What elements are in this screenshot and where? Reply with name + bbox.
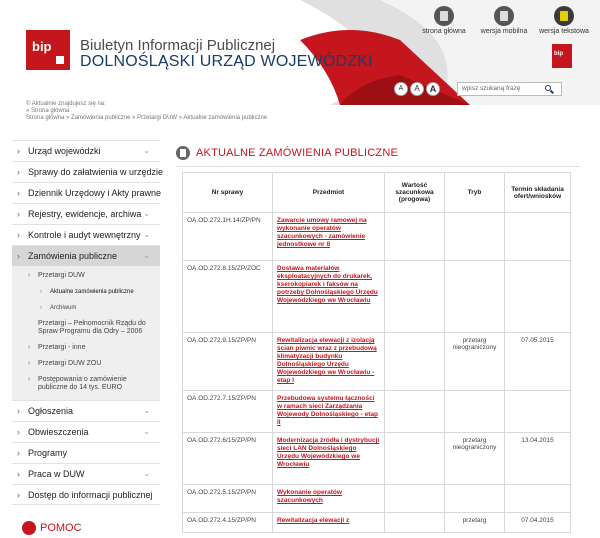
- arrow-right-icon: ›: [28, 272, 31, 279]
- logo-dot: [56, 56, 64, 64]
- search-input[interactable]: wpisz szukaną frazę: [457, 82, 562, 96]
- sidebar-nav: [12, 140, 164, 505]
- submenu-item-aktualne[interactable]: [12, 284, 160, 300]
- breadcrumb-path[interactable]: Strona główna » Zamówienia publiczne » Przetargi DUW » Aktualne zamówienia publiczne: [26, 115, 268, 121]
- subject-link[interactable]: Dostawa materiałów eksploatacyjnych do drukarek, kserokopiarek i faksów na potrzeby Dolnośląskiego Urzędu Wojewódzkiego we Wrocławiu: [277, 265, 378, 304]
- arrow-right-icon: ›: [17, 188, 20, 198]
- font-size-controls: [394, 82, 440, 96]
- page-title-text: AKTUALNE ZAMÓWIENIA PUBLICZNE: [196, 147, 399, 159]
- sidebar-item-praca[interactable]: [12, 463, 160, 484]
- value-cell: [385, 261, 445, 333]
- submenu-item-label: Przetargi DUW: [38, 272, 85, 279]
- bip-logo-text: bip: [32, 39, 52, 54]
- help-label: POMOC: [40, 522, 82, 534]
- chevron-down-icon: ⌄: [143, 469, 150, 478]
- value-cell: [385, 391, 445, 433]
- sidebar-item-label: Dostęp do informacji publicznej: [28, 490, 153, 500]
- submenu-item-inne[interactable]: [12, 340, 160, 356]
- sidebar-item-zamowienia[interactable]: [12, 245, 160, 266]
- submenu-item-label: Przetargi DUW ZOU: [38, 360, 102, 367]
- subject-cell: [273, 513, 385, 533]
- subject-cell: [273, 333, 385, 391]
- table-row: [183, 485, 571, 513]
- sidebar-item-label: Praca w DUW: [28, 469, 85, 479]
- submenu-item-label: Aktualne zamówienia publiczne: [50, 289, 134, 295]
- subject-link[interactable]: Rewitalizacja elewacji z izolacją ścian piwnic wraz z przebudową klimatyzacji budynku Dolnośląskiego Urzędu Wojewódzkiego we Wrocławiu - etap I: [277, 337, 377, 384]
- submenu-item-label: Przetargi - inne: [38, 344, 86, 351]
- submenu-item-przetargi-duw[interactable]: [12, 268, 160, 284]
- top-link-label: wersja mobilna: [480, 28, 528, 35]
- top-icon-bar: [414, 6, 594, 35]
- case-number: OA.OD.272.1H.14/ZP/PN: [183, 213, 273, 261]
- mode-cell: przetarg: [445, 513, 505, 533]
- column-header: Wartość szacunkowa (progowa): [385, 173, 445, 213]
- column-header: Przedmiot: [273, 173, 385, 213]
- value-cell: [385, 333, 445, 391]
- chevron-down-icon: ⌄: [143, 230, 150, 239]
- mode-cell: przetarg nieograniczony: [445, 433, 505, 485]
- font-size-small-button[interactable]: A: [394, 82, 408, 96]
- sidebar-item-dziennik[interactable]: [12, 182, 160, 203]
- sidebar-item-obwieszczenia[interactable]: [12, 421, 160, 442]
- value-cell: [385, 213, 445, 261]
- table-header-row: [183, 173, 571, 213]
- chevron-down-icon: ⌄: [143, 209, 150, 218]
- sidebar-submenu: [12, 266, 160, 400]
- search-icon-handle: [550, 90, 554, 94]
- table-row: [183, 391, 571, 433]
- arrow-right-icon: ›: [17, 469, 20, 479]
- subject-cell: [273, 433, 385, 485]
- case-number: OA.OD.272.5.15/ZP/PN: [183, 485, 273, 513]
- sidebar-item-ogloszenia[interactable]: [12, 400, 160, 421]
- top-link-label: strona główna: [422, 28, 466, 35]
- column-header: Tryb: [445, 173, 505, 213]
- chevron-down-icon: ⌄: [143, 146, 150, 155]
- arrow-right-icon: ›: [28, 344, 31, 351]
- sidebar-item-label: Kontrole i audyt wewnętrzny: [28, 230, 141, 240]
- deadline-cell: 07.04.2015: [505, 513, 571, 533]
- column-header: Termin składania ofert/wniosków: [505, 173, 571, 213]
- chevron-down-icon: ⌄: [143, 251, 150, 260]
- subject-link[interactable]: Przebudowa systemu łączności w ramach sieci Zarządzania Wojewody Dolnośląskiego - etap II: [277, 395, 379, 426]
- submenu-item-archiwum[interactable]: [12, 300, 160, 316]
- top-link-home[interactable]: [414, 6, 474, 35]
- bip-logo[interactable]: [26, 30, 70, 70]
- arrow-right-icon: ›: [17, 406, 20, 416]
- chevron-down-icon: ⌄: [143, 427, 150, 436]
- subject-link[interactable]: Wykonanie operatów szacunkowych: [277, 489, 342, 504]
- subject-link[interactable]: Zawarcie umowy ramowej na wykonanie operatów szacunkowych - zamówienie jednostkowe nr 8: [277, 217, 367, 248]
- document-icon: [176, 146, 190, 160]
- submenu-item-label: Archiwum: [50, 305, 77, 311]
- case-number: OA.OD.272.9.15/ZP/PN: [183, 333, 273, 391]
- help-section[interactable]: [22, 521, 82, 535]
- arrow-right-icon: ›: [17, 251, 20, 261]
- top-link-mobile[interactable]: [474, 6, 534, 35]
- page-title: [176, 146, 398, 160]
- subject-cell: [273, 391, 385, 433]
- value-cell: [385, 433, 445, 485]
- deadline-cell: 13.04.2015: [505, 433, 571, 485]
- deadline-cell: [505, 485, 571, 513]
- breadcrumb: [26, 101, 346, 122]
- value-cell: [385, 485, 445, 513]
- table-row: [183, 433, 571, 485]
- arrow-right-icon: ›: [28, 376, 31, 383]
- font-size-medium-button[interactable]: A: [410, 82, 424, 96]
- subject-cell: [273, 261, 385, 333]
- mode-cell: [445, 391, 505, 433]
- submenu-item-odra[interactable]: [12, 316, 160, 340]
- mode-cell: [445, 485, 505, 513]
- deadline-cell: [505, 213, 571, 261]
- site-title-line2: DOLNOŚLĄSKI URZĄD WOJEWÓDZKI: [80, 53, 373, 70]
- sidebar-item-rejestry[interactable]: [12, 203, 160, 224]
- sidebar-item-dostep[interactable]: [12, 484, 160, 505]
- arrow-right-icon: ›: [17, 230, 20, 240]
- case-number: OA.OD.272.4.15/ZP/PN: [183, 513, 273, 533]
- deadline-cell: 07.05.2015: [505, 333, 571, 391]
- site-header: [0, 0, 600, 105]
- breadcrumb-home-link[interactable]: » Strona główna: [26, 108, 70, 114]
- arrow-right-icon: ›: [17, 490, 20, 500]
- table-row: [183, 213, 571, 261]
- deadline-cell: [505, 391, 571, 433]
- sidebar-item-programy[interactable]: [12, 442, 160, 463]
- search-button[interactable]: [540, 83, 558, 95]
- subject-cell: [273, 485, 385, 513]
- arrow-right-icon: ›: [28, 360, 31, 367]
- submenu-item-label: Przetargi – Pełnomocnik Rządu do Spraw Programu dla Odry – 2006: [38, 320, 146, 335]
- tenders-table: [182, 172, 571, 533]
- sidebar-item-label: Rejestry, ewidencje, archiwa: [28, 209, 142, 219]
- arrow-right-icon: ›: [17, 448, 20, 458]
- table-row: [183, 261, 571, 333]
- arrow-right-icon: ›: [40, 305, 42, 311]
- column-header: Nr sprawy: [183, 173, 273, 213]
- bip-small-text: bip: [554, 51, 563, 57]
- value-cell: [385, 513, 445, 533]
- sidebar-item-urzad[interactable]: [12, 140, 160, 161]
- font-size-large-button[interactable]: A: [426, 82, 440, 96]
- sidebar-item-label: Dziennik Urzędowy i Akty prawne: [28, 188, 162, 198]
- submenu-item-zou[interactable]: [12, 356, 160, 372]
- arrow-right-icon: ›: [40, 289, 42, 295]
- case-number: OA.OD.272.7.15/ZP/PN: [183, 391, 273, 433]
- table-row: [183, 513, 571, 533]
- subject-cell: [273, 213, 385, 261]
- breadcrumb-intro: © Aktualnie znajdujesz się na:: [26, 101, 106, 107]
- table-row: [183, 333, 571, 391]
- arrow-right-icon: ›: [17, 209, 20, 219]
- mobile-icon: [494, 6, 514, 26]
- subject-link[interactable]: Modernizacja źródła i dystrybucji sieci LAN Dolnośląskiego Urzędu Wojewódzkiego we Wrocławiu: [277, 437, 380, 468]
- arrow-right-icon: ›: [17, 427, 20, 437]
- chevron-down-icon: ⌄: [143, 406, 150, 415]
- submenu-item-label: Postępowania o zamówienie publiczne do 14 tys. EURO: [38, 376, 127, 391]
- sidebar-item-kontrole[interactable]: [12, 224, 160, 245]
- site-title-line1: Biuletyn Informacji Publicznej: [80, 37, 276, 54]
- sidebar-item-sprawy[interactable]: [12, 161, 164, 182]
- top-link-text[interactable]: [534, 6, 594, 35]
- top-link-label: wersja tekstowa: [539, 28, 589, 35]
- subject-link[interactable]: Rewitalizacja elewacji z: [277, 517, 350, 524]
- home-icon: [434, 6, 454, 26]
- submenu-item-14tys[interactable]: [12, 372, 160, 396]
- help-icon: [22, 521, 36, 535]
- title-divider: [176, 166, 580, 167]
- case-number: OA.OD.272.8.15/ZP/ZOC: [183, 261, 273, 333]
- mode-cell: przetarg nieograniczony: [445, 333, 505, 391]
- sidebar-item-label: Zamówienia publiczne: [28, 251, 118, 261]
- sidebar-item-label: Ogłoszenia: [28, 406, 74, 416]
- text-version-icon: [554, 6, 574, 26]
- sidebar-item-label: Sprawy do załatwienia w urzędzie: [28, 167, 164, 177]
- sidebar-item-label: Programy: [28, 448, 68, 458]
- sidebar-item-label: Obwieszczenia: [28, 427, 89, 437]
- arrow-right-icon: ›: [17, 146, 20, 156]
- case-number: OA.OD.272.6/15/ZP/PN: [183, 433, 273, 485]
- arrow-right-icon: ›: [17, 167, 20, 177]
- bip-small-logo: [552, 44, 572, 68]
- mode-cell: [445, 213, 505, 261]
- deadline-cell: [505, 261, 571, 333]
- sidebar-item-label: Urząd wojewódzki: [28, 146, 101, 156]
- mode-cell: [445, 261, 505, 333]
